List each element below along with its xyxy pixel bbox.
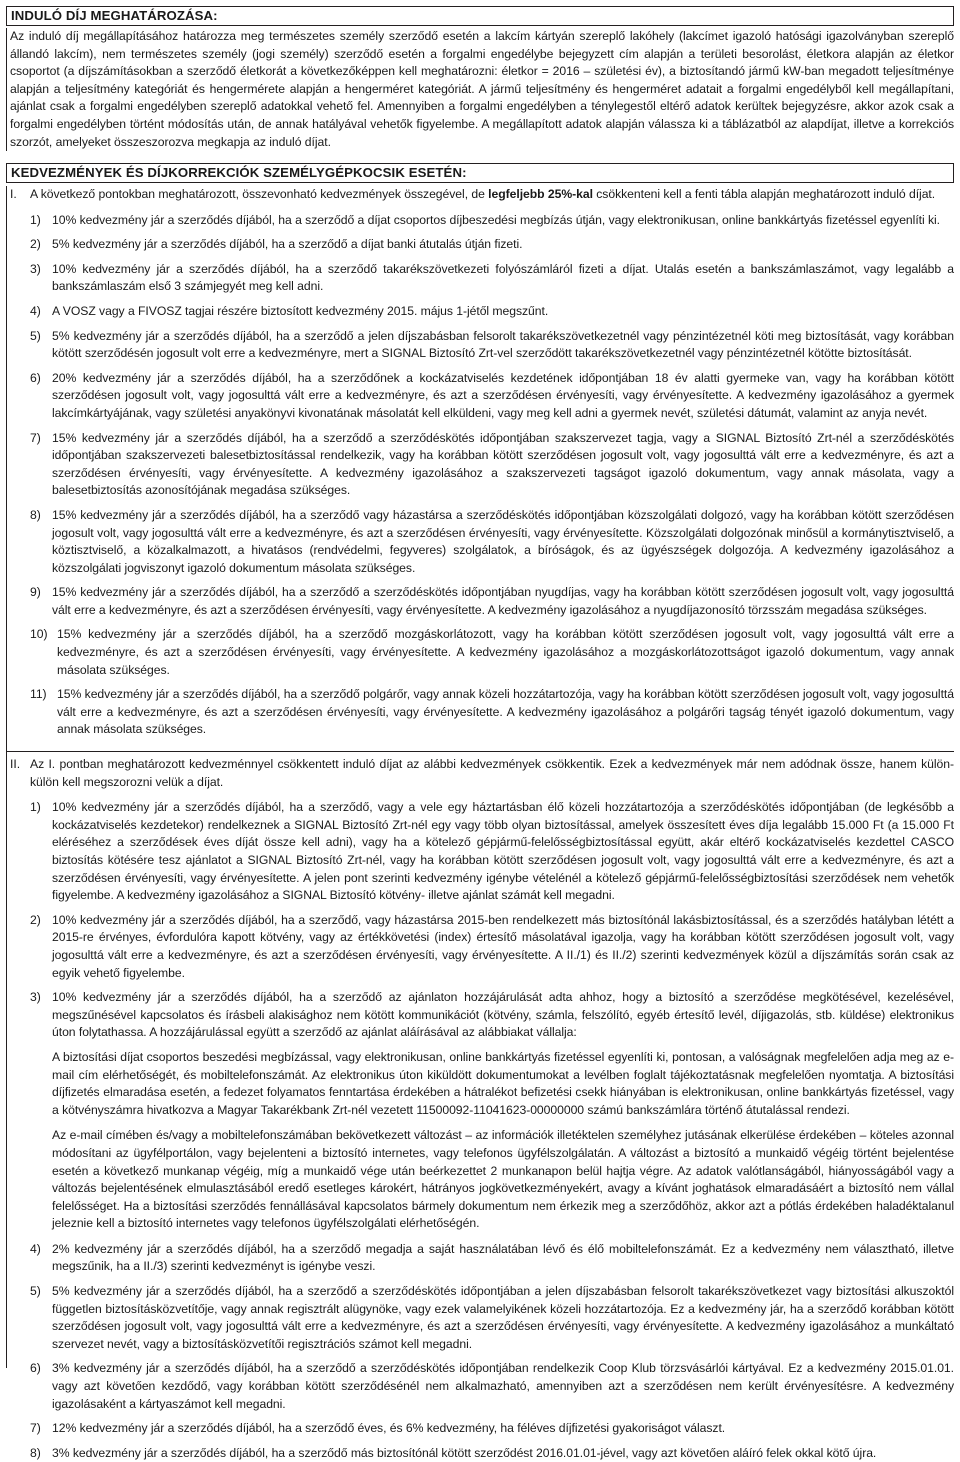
- section-title-kedvezmenyek: KEDVEZMÉNYEK ÉS DÍJKORREKCIÓK SZEMÉLYGÉPKOCSIK ESETÉN:: [6, 163, 954, 183]
- item-number: 2): [30, 912, 41, 927]
- item-text: 10% kedvezmény jár a szerződés díjából, ha a szerződő az ajánlaton hozzájárulását adta ahhoz, hogy a biztosító a szerződése megkötésével, kezelésével, megszűnésével kapcsolatos és írásbeli alakisághoz nem kötött kommunikációt (kötvény, számla, felszólító, egyéb értesítő levél, díjigazolás, stb. küldése) elektronikus úton folytathassa. A hozzájárulással együtt a szerződő az ajánlat aláírásával az alábbiakat vállalja:: [52, 990, 954, 1040]
- item-number: 7): [30, 1421, 41, 1436]
- part-separator: [10, 746, 954, 756]
- item-text: 2% kedvezmény jár a szerződés díjából, ha a szerződő megadja a saját használatában lévő és élő mobiltelefonszámát. Ez a kedvezmény nem választható, illetve megszűnik, ha a II./3) szerinti kedvezményt is igénybe veszi.: [52, 1241, 954, 1274]
- max-discount-emphasis: legfeljebb 25%-kal: [488, 187, 593, 201]
- discount-i-item: [30, 626, 954, 679]
- item-number: 11): [30, 687, 47, 702]
- part-i-list: [10, 212, 954, 739]
- item-number: 5): [30, 1284, 41, 1299]
- discount-i-item: [30, 507, 954, 577]
- item-text: 5% kedvezmény jár a szerződés díjából, ha a szerződő a szerződéskötés időpontjában a jelen díjszabásban felsorolt takarékszövetkezet vagy biztosítási alkuszoktól független biztosításközvetítője, vagy annak regisztrált alügynöke, vagy ezek valamelyikének közeli hozzátartozója. Ez a kedvezmény jár, ha a szerződő korábban kötött szerződésen jogosult volt, vagy jogosulttá vált erre a kedvezményre, és azt a szerződésen érvényesíti, vagy érvényesítette. A kedvezmény igazolásához a munkáltató szervezet nevét, vagy a biztosításközvetítői regisztrációs számot kell megadni.: [52, 1284, 954, 1351]
- item-text: 15% kedvezmény jár a szerződés díjából, ha a szerződő a szerződéskötés időpontjában nyugdíjas, vagy ha korábban kötött szerződésen jogosult volt, vagy jogosulttá vált erre a kedvezményre, és azt a szerződésen érvényesíti, vagy érvényesítette. A kedvezmény igazolásához a nyugdíjazonosító törzsszám megadása szükséges.: [52, 585, 954, 617]
- item-number: 2): [30, 237, 41, 252]
- discount-i-item: [30, 303, 954, 321]
- item-text: 15% kedvezmény jár a szerződés díjából, ha a szerződő vagy házastársa a szerződéskötés időpontjában közszolgálati dolgozó, vagy ha korábban kötött szerződésen jogosult volt, vagy jogosulttá vált erre a kedvezményre, és azt a szerződésen érvényesíti, vagy érvényesítette. Közszolgálati dolgozónak minősül a kormánytisztviselő, a köztisztviselő, a közalkalmazott, a hivatásos (rendvédelmi, fegyveres) szolgálatok, a bíróságok, és az ügyészségek dolgozója. A kedvezmény igazolásához a közszolgálati jogviszonyt igazoló dokumentum másolata szükséges.: [52, 507, 954, 575]
- item-number: 4): [30, 1241, 41, 1256]
- discount-i-item: [30, 370, 954, 423]
- indulo-dij-paragraph: Az induló díj megállapításához határozza meg természetes személy szerződő esetén a lakcím kártyán szereplő lakóhely (lakcímet igazoló hatósági igazolványban szereplő állandó lakcím), nem természetes személy (jogi személy) szerződő esetén a forgalmi engedélybe bejegyzett cím alapján a területi besorolást, életkora alapján az életkor csoportot (a díjszámításokban a szerződő életkorát a következőképpen kell meghatározni: életkor = 2016 – születési év), a biztosítandó jármű kW-ban megadott teljesítménye alapján a teljesítmény kategóriát és hengermérete alapján a hengerméret kategóriát. A jármű teljesítmény és hengerméret adatait a forgalmi engedélyből kell megállapítani, ajánlat csak a forgalmi engedélyben szereplő adatokkal vehető fel. Amennyiben a forgalmi engedélyben a ténylegestől eltérő adatok kerültek bejegyzésre, akkor azok csak a forgalmi engedélyben történt módosítás után, de annak hatályával vehetők figyelembe. A megállapított adatok alapján válassza ki a táblázatból az alapdíjat, illetve a korrekciós szorzót, amelyeket összeszorozva megkapja az induló díjat.: [10, 29, 954, 149]
- discount-i-item: [30, 236, 954, 254]
- discount-ii-item: [30, 1283, 954, 1353]
- part-ii-intro: Az I. pontban meghatározott kedvezménnyel csökkentett induló díjat az alábbi kedvezmények csökkentik. Ezek a kedvezmények már nem adódnak össze, hanem külön-külön kell megszorozni velük a díjat.: [30, 757, 954, 789]
- item-text: 15% kedvezmény jár a szerződés díjából, ha a szerződő polgárőr, vagy annak közeli hozzátartozója, vagy ha korábban kötött szerződésen jogosult volt, vagy jogosulttá vált erre a kedvezményre, és azt a szerződésen érvényesíti, vagy érvényesítette. A kedvezmény igazolásához a polgárőri tagság tényét igazoló dokumentum, vagy annak másolata szükséges.: [57, 687, 954, 737]
- item-3-paragraph: A biztosítási díjat csoportos beszedési megbízással, vagy elektronikusan, online bankkártyás fizetéssel egyenlíti ki, pontosan, a valóságnak megfelelően adja meg az e-mail cím elérhetőségét, és mobiltelefonszámát. Az elektronikus úton kiküldött dokumentumokat a levélben foglalt tájékoztatásnak megfelelően nyomtatja. A biztosítási díjfizetés elmaradása esetén, a fedezet folyamatos fenntartása érdekében a hátralékot befizetési csekk hiányában is elektronikusan, online bankkártyás fizetéssel, vagy a kötvényszámra hivatkozva a Magyar Takarékbank Zrt-nél vezetett 11500092-11041623-00000000 számú bankszámlára történő átutalással rendezi.: [52, 1049, 954, 1117]
- item-3-details: [10, 1049, 954, 1233]
- item-text: 20% kedvezmény jár a szerződés díjából, ha a szerződőnek a kockázatviselés kezdetének időpontjában 18 év alatti gyermeke van, vagy ha korábban kötött szerződésen jogosult volt, vagy jogosulttá vált erre a kedvezményre, és azt a szerződésen érvényesíti, vagy érvényesítette. A kedvezmény igazolásához a gyermek lakcímkártyájának, vagy születési anyakönyvi kivonatának másolatát kell elküldeni, vagy meg kell adni a gyermek nevét, születési dátumát, valamint az anyja nevét.: [52, 370, 954, 420]
- item-number: 1): [30, 800, 41, 815]
- part-i: [10, 186, 954, 204]
- discount-i-item: [30, 430, 954, 500]
- item-text: A VOSZ vagy a FIVOSZ tagjai részére biztosított kedvezmény 2015. május 1-jétől megszűnt.: [52, 303, 549, 318]
- item-number: 7): [30, 430, 41, 445]
- item-text: 3% kedvezmény jár a szerződés díjából, ha a szerződő más biztosítónál kötött szerződést 2016.01.01-jével, vagy azt követően aláíró felek okkal kötő újra.: [52, 1445, 877, 1460]
- section-body-indulo-dij: [6, 28, 954, 151]
- item-text: 12% kedvezmény jár a szerződés díjából, ha a szerződő éves, és 6% kedvezmény, ha féléves díjfizetési gyakoriságot választ.: [52, 1421, 726, 1436]
- item-number: 1): [30, 212, 41, 227]
- item-number: 8): [30, 507, 41, 522]
- discount-ii-item: [30, 1420, 954, 1438]
- item-number: 4): [30, 303, 41, 318]
- item-number: 6): [30, 370, 41, 385]
- discount-ii-item: [30, 912, 954, 982]
- discount-ii-item: [30, 989, 954, 1042]
- part-i-intro: A következő pontokban meghatározott, összevonható kedvezmények összegével, de legfeljebb 25%-kal csökkenteni kell a fenti tábla alapján meghatározott induló díjat.: [30, 187, 936, 201]
- item-number: 5): [30, 328, 41, 343]
- part-ii: [10, 756, 954, 791]
- discount-ii-item: [30, 1360, 954, 1413]
- item-text: 10% kedvezmény jár a szerződés díjából, ha a szerződő takarékszövetkezeti folyószámláról fizeti a díjat. Utalás esetén a bankszámlaszámot, vagy legalább a bankszámlaszám első 3 számjegyét meg kell adni.: [52, 261, 954, 294]
- discount-i-item: [30, 584, 954, 619]
- discount-ii-item: [30, 1445, 954, 1462]
- item-number: 8): [30, 1445, 41, 1460]
- part-ii-list-continued: [10, 1241, 954, 1462]
- discount-i-item: [30, 686, 954, 739]
- item-text: 5% kedvezmény jár a szerződés díjából, ha a szerződő a jelen díjszabásban felsorolt takarékszövetkezetnél vagy pénzintézetnél köti meg biztosítását, vagy korábban kötött szerződésén jogosult volt erre a kedvezményre, mert a SIGNAL Biztosító Zrt-vel szerződött takarékszövetkezetnél vagy pénzintézetnél kötötte biztosítását.: [52, 328, 954, 361]
- item-3-paragraph: Az e-mail címében és/vagy a mobiltelefonszámában bekövetkezett változást – az információk illetéktelen személyhez jutásának elkerülése érdekében – köteles azonnal módosítani az ügyfélportálon, vagy bejelenteni a biztosító internetes, vagy telefonos ügyfélszolgálatán. A változást a biztosító a munkaidő végéig történt bejelentése esetén a következő munkanap végéig, míg a munkaidő vége után beérkezettet 2 munkanapon belül hajtja végre. Az adatok valótlanságából, hiányosságából vagy a változás bejelentésének elmulasztásából eredő esetleges károkért, hátrányos jogkövetkezményekért, avagy a kívánt joghatások elmaradásáért a biztosító nem vállal felelősséget. Ha a biztosítási szerződés fennállásával kapcsolatos bármely dokumentum nem érkezik meg a szerződőhöz, akkor azt a pótlás érdekében haladéktalanul jeleznie kell a biztosító internetes vagy telefonos ügyfélszolgálati elérhetőségén.: [52, 1128, 954, 1231]
- item-number: 10): [30, 627, 48, 642]
- part-ii-list: [10, 799, 954, 1042]
- section-body-kedvezmenyek: [6, 186, 954, 1460]
- item-number: 6): [30, 1361, 41, 1376]
- item-number: 9): [30, 585, 41, 600]
- discount-i-item: [30, 212, 954, 230]
- discount-i-item: [30, 261, 954, 296]
- item-text: 10% kedvezmény jár a szerződés díjából, ha a szerződő a díjat csoportos díjbeszedési megbízás útján, vagy elektronikusan, online bankkártyás fizetéssel egyenlíti ki.: [52, 212, 941, 227]
- item-number: 3): [30, 990, 41, 1005]
- item-text: 15% kedvezmény jár a szerződés díjából, ha a szerződő mozgáskorlátozott, vagy ha korábban kötött szerződésen jogosult volt, vagy jogosulttá vált erre a kedvezményre, és azt a szerződésen érvényesíti, vagy érvényesítette. A kedvezmény igazolásához a mozgáskorlátozottságot igazoló dokumentum, vagy annak másolata szükséges.: [57, 627, 954, 677]
- item-text: 5% kedvezmény jár a szerződés díjából, ha a szerződő a díjat banki átutalás útján fizeti.: [52, 237, 523, 252]
- item-text: 3% kedvezmény jár a szerződés díjából, ha a szerződő a szerződéskötés időpontjában rendelkezik Coop Klub törzsvásárlói kártyával. Ez a kedvezmény 2015.01.01. vagy azt követően kezdődő, vagy korábban kötött szerződésénél nem alkalmazható, amennyiben azt a szerződésen nem került érvényesítésre. A kedvezmény igazolásaként a kártyaszámot kell megadni.: [52, 1361, 954, 1411]
- item-number: 3): [30, 261, 41, 276]
- discount-ii-item: [30, 799, 954, 905]
- item-text: 10% kedvezmény jár a szerződés díjából, ha a szerződő, vagy a vele egy háztartásban élő közeli hozzátartozója a szerződéskötés időpontjában (de legkésőbb a kockázatviselés kezdetekor) rendelkeznek a SIGNAL Biztosító Zrt-nél egy vagy több olyan biztosítással, amelyek összesített éves díja legalább 15.000 Ft (a 15.000 Ft eléréséhez a szerződések éves díját össze kell adni), vagy ha a kötelező gépjármű-felelősségbiztosítással együtt, akár eltérő kockázatviselés kezdettel CASCO biztosítás kötésére tesz ajánlatot a SIGNAL Biztosító Zrt-nél, vagy ha korábban kötött szerződésen jogosult volt, vagy jogosulttá vált erre a kedvezményre, és azt a szerződésen érvényesíti, vagy érvényesítette. A jelen pont szerinti kedvezmény igénybe vételénél a kötelező gépjármű-felelősségbiztosítási szerződések nem vehetők figyelembe. A kedvezmény igazolásához a SIGNAL Biztosító kötvény- illetve ajánlat számát kell megadni.: [52, 800, 954, 903]
- roman-numeral-i: I.: [10, 187, 17, 201]
- roman-numeral-ii: II.: [10, 757, 21, 772]
- discount-ii-item: [30, 1241, 954, 1276]
- discount-i-item: [30, 328, 954, 363]
- item-text: 15% kedvezmény jár a szerződés díjából, ha a szerződő a szerződéskötés időpontjában szakszervezet tagja, vagy a SIGNAL Biztosító Zrt-nél a szerződéskötés időpontjában szakszervezeti balesetbiztosítással rendelkezik, vagy ha korábban kötött szerződésen jogosult volt, vagy jogosulttá vált erre a kedvezményre, és azt a szerződésen érvényesíti, vagy érvényesítette. A kedvezmény igazolásához a szakszervezeti tagságot igazoló dokumentum, vagy annak másolata, vagy a balesetbiztosítás azonosítójának megadása szükséges.: [52, 430, 954, 498]
- item-text: 10% kedvezmény jár a szerződés díjából, ha a szerződő, vagy házastársa 2015-ben rendelkezett más biztosítónál lakásbiztosítással, és a szerződés hatályban lététt a 2015-re érvényes, évfordulóra kapott kötvény, vagy az értékkövetési (index) értesítő másolatával igazolja, vagy ha korábban kötött szerződésen jogosult volt, vagy jogosulttá vált erre a kedvezményre, és azt a szerződésen érvényesíti, vagy érvényesítette. A II./1) és II./2) szerinti kedvezmények közül a díjszámítás során csak az egyik vehető figyelembe.: [52, 912, 954, 980]
- section-title-indulo-dij: INDULÓ DÍJ MEGHATÁROZÁSA:: [6, 6, 954, 26]
